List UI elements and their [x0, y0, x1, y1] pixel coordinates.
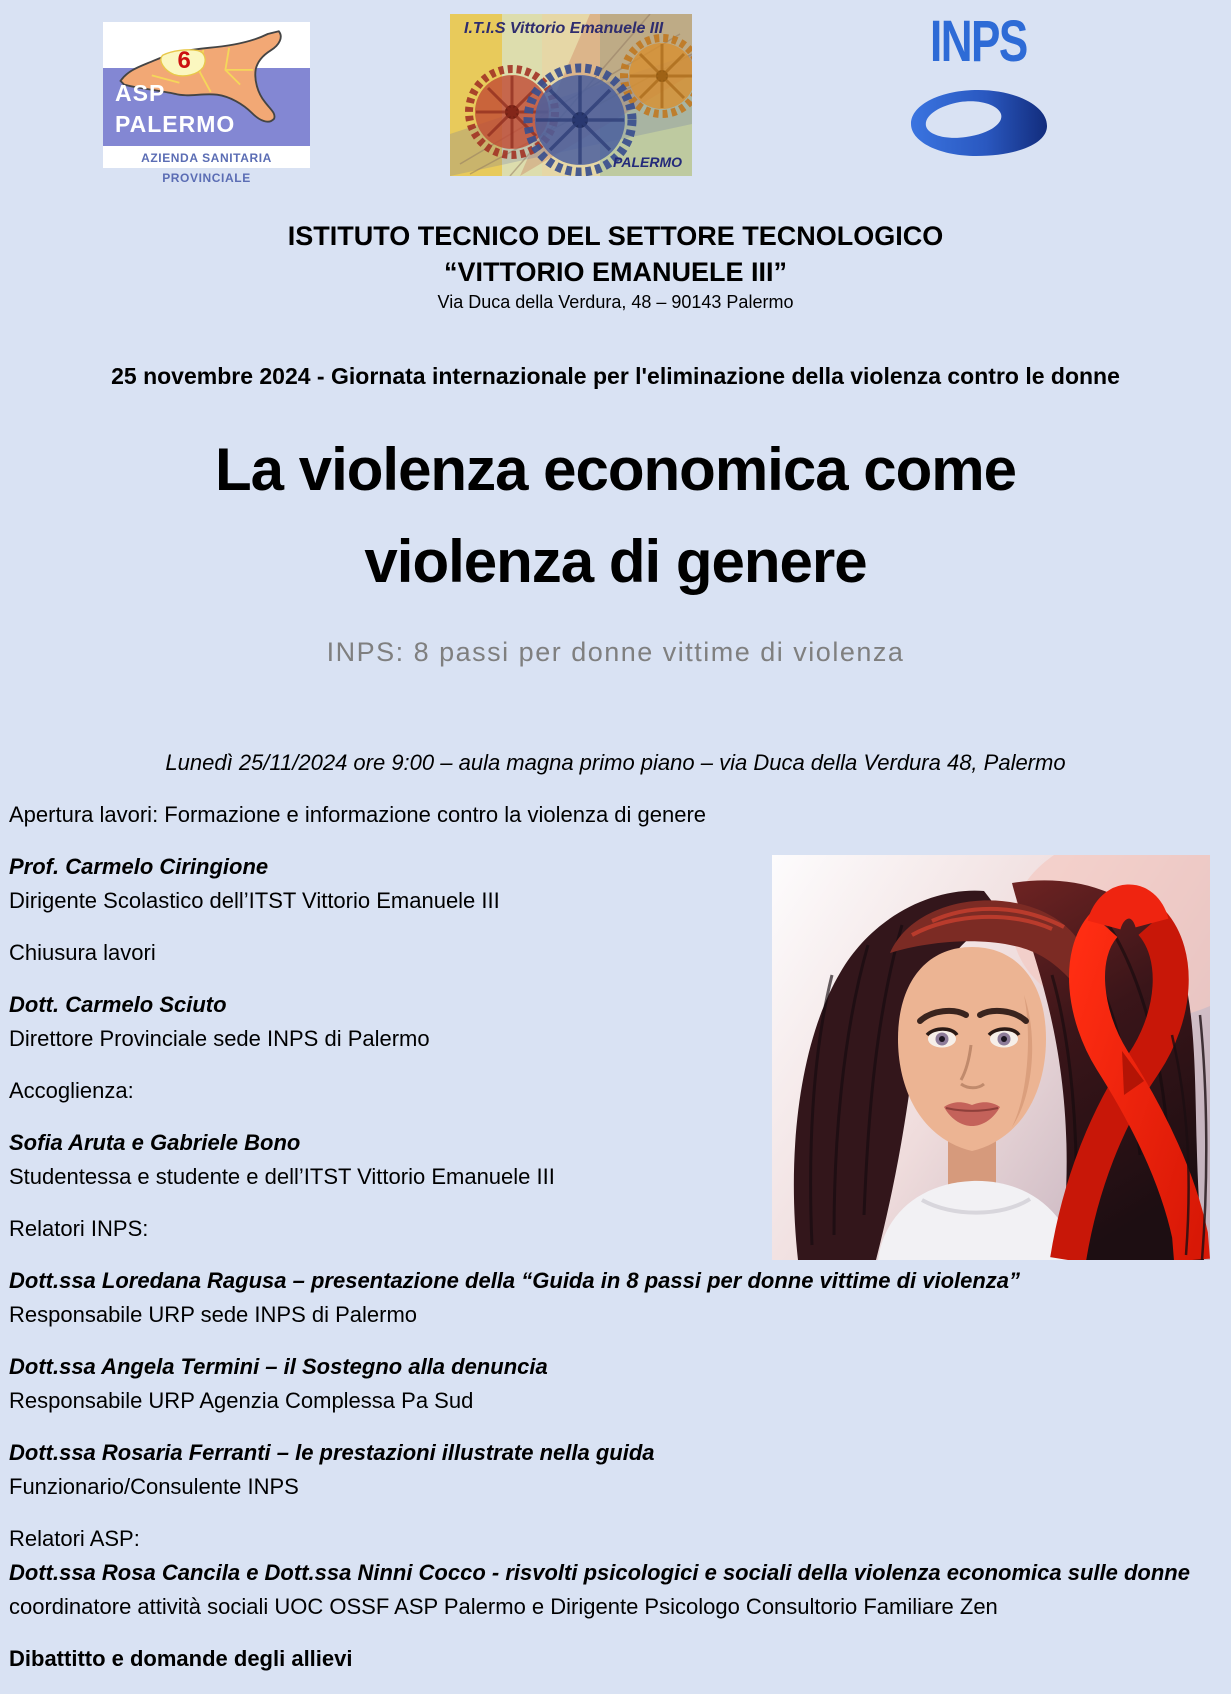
program-line: Prof. Carmelo Ciringione [9, 854, 269, 879]
inps-logo [930, 9, 1080, 162]
event-info-line: Lunedì 25/11/2024 ore 9:00 – aula magna primo piano – via Duca della Verdura 48, Palermo [165, 750, 1066, 775]
program-line: Dott.ssa Rosaria Ferranti – le prestazioni illustrate nella guida [9, 1440, 655, 1465]
program-line: Funzionario/Consulente INPS [9, 1474, 299, 1499]
event-title-line2: violenza di genere [364, 528, 867, 595]
svg-text:6: 6 [177, 47, 191, 75]
school-name-line1: ISTITUTO TECNICO DEL SETTORE TECNOLOGICO [287, 221, 944, 251]
school-header [0, 218, 1231, 314]
program-line: Relatori ASP: [9, 1526, 140, 1551]
event-title [0, 424, 1231, 608]
inps-swoosh-icon [908, 88, 1050, 158]
program-group [9, 798, 1224, 832]
program-line: Chiusura lavori [9, 940, 156, 965]
program-line: Dott. Carmelo Sciuto [9, 992, 227, 1017]
program-group [9, 1350, 1224, 1418]
itis-logo-city: PALERMO [613, 154, 682, 170]
inps-logo-text: INPS [930, 9, 1027, 74]
asp-palermo-logo [103, 22, 310, 185]
program-line: Responsabile URP Agenzia Complessa Pa Sud [9, 1388, 474, 1413]
program-group [9, 1642, 1224, 1676]
program-line: Dott.ssa Loredana Ragusa – presentazione della “Guida in 8 passi per donne vittime di violenza” [9, 1268, 1021, 1293]
program-line: Dibattitto e domande degli allievi [9, 1646, 353, 1671]
program-line: Sofia Aruta e Gabriele Bono [9, 1130, 301, 1155]
itis-gears-artwork [450, 14, 692, 176]
program-line: Dott.ssa Rosa Cancila e Dott.ssa Ninni Cocco - risvolti psicologici e sociali della violenza economica sulle donne [9, 1560, 1190, 1585]
program-line: Dirigente Scolastico dell’ITST Vittorio Emanuele III [9, 888, 500, 913]
program-group [9, 1264, 1224, 1332]
event-title-line1: La violenza economica come [215, 436, 1016, 503]
asp-logo-line1: ASP [115, 80, 166, 106]
program-line: Dott.ssa Angela Termini – il Sostegno alla denuncia [9, 1354, 548, 1379]
itis-logo-title: I.T.I.S Vittorio Emanuele III [464, 20, 664, 37]
event-date-line: 25 novembre 2024 - Giornata internazionale per l'eliminazione della violenza contro le donne [111, 363, 1120, 389]
event-subtitle: INPS: 8 passi per donne vittime di violenza [326, 637, 905, 667]
asp-logo-text [115, 78, 235, 140]
asp-logo-caption: AZIENDA SANITARIA PROVINCIALE [103, 148, 310, 168]
program-line: Direttore Provinciale sede INPS di Palermo [9, 1026, 430, 1051]
itis-school-logo [450, 14, 692, 176]
program-line: Responsabile URP sede INPS di Palermo [9, 1302, 418, 1327]
school-name-line2: “VITTORIO EMANUELE III” [443, 257, 788, 287]
program-line: Accoglienza: [9, 1078, 134, 1103]
program-line: Relatori INPS: [9, 1216, 149, 1241]
school-address: Via Duca della Verdura, 48 – 90143 Palermo [437, 292, 794, 312]
program-line: Apertura lavori: Formazione e informazione contro la violenza di genere [9, 802, 707, 827]
asp-logo-line2: PALERMO [115, 111, 236, 137]
girl-awareness-ribbon-image [772, 855, 1210, 1260]
program-line: Studentessa e studente e dell’ITST Vittorio Emanuele III [9, 1164, 555, 1189]
program-group [9, 1522, 1224, 1624]
program-group [9, 1436, 1224, 1504]
program-line: coordinatore attività sociali UOC OSSF ASP Palermo e Dirigente Psicologo Consultorio Familiare Zen [9, 1594, 998, 1619]
